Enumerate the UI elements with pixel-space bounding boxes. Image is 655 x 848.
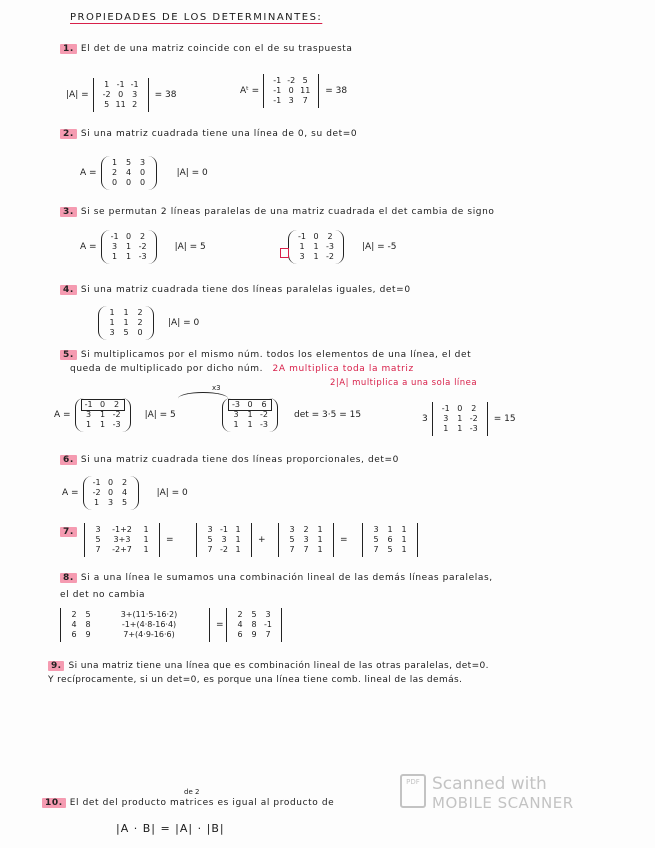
matrix-cell: 6 <box>387 535 393 544</box>
superscript-note: de 2 <box>184 788 200 796</box>
matrix-result: |A| = -5 <box>362 242 397 252</box>
matrix-factored <box>422 402 516 436</box>
matrix-cell: 5 <box>289 535 295 544</box>
matrix-cell: -2 <box>92 488 101 497</box>
matrix-row <box>90 478 132 488</box>
matrix-cell: -1 <box>273 96 282 105</box>
matrix-cell: 9 <box>85 630 91 639</box>
matrix-cell: 7 <box>265 630 271 639</box>
matrix-cell: 0 <box>126 178 132 187</box>
matrix-body <box>226 608 282 642</box>
matrix-cell: -1 <box>220 525 228 534</box>
matrix-body <box>263 74 319 108</box>
property-9-continuation: Y recíprocamente, si un det=0, es porque una línea tiene comb. lineal de las demás. <box>48 675 463 685</box>
matrix-row <box>108 242 150 252</box>
property-text: El det del producto matrices es igual al producto de <box>69 798 335 808</box>
matrix-cell: -2 <box>102 90 111 99</box>
property-8-continuation: el det no cambia <box>60 590 146 600</box>
matrix-body <box>75 398 131 432</box>
property-number: 7. <box>60 527 77 537</box>
property-10 <box>42 798 334 808</box>
matrix-row <box>285 535 327 545</box>
matrix-label: A = <box>54 410 71 420</box>
multiply-label: x3 <box>212 384 221 392</box>
matrix-cell: -2 <box>469 414 478 423</box>
matrix-row <box>108 158 150 168</box>
matrix-cell: 0 <box>140 168 146 177</box>
matrix-row <box>108 252 150 262</box>
matrix-cell: -2+7 <box>112 545 132 554</box>
red-note-1: 2A multiplica toda la matriz <box>272 364 414 374</box>
matrix-cell: 3 <box>288 96 294 105</box>
matrix-cell: 0 <box>288 86 294 95</box>
matrix-row <box>439 404 481 414</box>
matrix-cell: -2 <box>326 252 334 261</box>
matrix-cell: -3 <box>326 242 334 251</box>
matrix-row <box>67 610 203 620</box>
matrix-cell: 1 <box>143 535 149 544</box>
matrix-body <box>432 402 488 436</box>
matrix-cell: 3 <box>95 525 101 534</box>
matrix-row <box>270 86 312 96</box>
matrix-cell: 7 <box>373 545 379 554</box>
matrix-cell: 8 <box>85 620 91 629</box>
red-note-2: 2|A| multiplica a una sola línea <box>330 378 478 388</box>
matrix-cell: 3 <box>86 410 92 419</box>
matrix-cell: 2 <box>112 168 118 177</box>
arrow-arc <box>178 392 228 405</box>
watermark-line-2: MOBILE SCANNER <box>432 794 574 812</box>
property-4 <box>60 285 411 295</box>
matrix-row <box>295 232 337 242</box>
matrix-cell: 1 <box>86 420 92 429</box>
matrix-cell: 3 <box>299 252 305 261</box>
matrix-linear-combination <box>60 608 224 642</box>
matrix-cell: 7 <box>303 545 309 554</box>
property-text: Si multiplicamos por el mismo núm. todos los elementos de una línea, el det <box>80 350 472 360</box>
red-marker <box>280 248 289 258</box>
matrix-row <box>105 318 147 328</box>
property-text: El det de una matriz coincide con el de su traspuesta <box>80 44 353 54</box>
matrix-row-times-3 <box>222 398 361 432</box>
matrix-cell: 6 <box>71 630 77 639</box>
matrix-cell: 1 <box>233 420 239 429</box>
matrix-cell: 1 <box>143 545 149 554</box>
matrix-cell: 1 <box>100 420 106 429</box>
matrix-cell: -3 <box>232 400 240 409</box>
matrix-body <box>288 230 344 264</box>
matrix-cell: -1 <box>84 400 93 409</box>
matrix-cell: 1 <box>313 252 319 261</box>
property-text: Si una matriz cuadrada tiene una línea de 0, su det=0 <box>80 129 358 139</box>
property-text: queda de multiplicado por dicho núm. <box>70 364 264 374</box>
matrix-label: A = <box>80 242 97 252</box>
property-5 <box>60 350 471 360</box>
property-text: Si una matriz tiene una línea que es combinación lineal de las otras paralelas, det=0. <box>68 661 489 671</box>
matrix-body <box>222 398 278 432</box>
matrix-cell: 4 <box>122 488 128 497</box>
property-number: 8. <box>60 573 77 583</box>
matrix-cell: -3 <box>469 424 478 433</box>
pdf-icon: PDF <box>400 774 426 808</box>
matrix-row <box>439 424 481 434</box>
matrix-cell: 2 <box>327 232 333 241</box>
matrix-row <box>285 545 327 555</box>
matrix-cell: 1 <box>401 545 407 554</box>
matrix-cell: 3 <box>443 414 449 423</box>
matrix-cell: 2 <box>114 400 120 409</box>
matrix-cell: 2 <box>132 100 138 109</box>
matrix-cell: 1 <box>100 410 106 419</box>
matrix-cell: 0 <box>108 478 114 487</box>
matrix-row <box>203 545 245 555</box>
matrix-cell: 7 <box>289 545 295 554</box>
matrix-cell: 1 <box>123 318 129 327</box>
property-text: Si a una línea le sumamos una combinación lineal de las demás líneas paralelas, <box>80 573 493 583</box>
matrix-cell: -1 <box>92 478 101 487</box>
matrix-cell: 4 <box>71 620 77 629</box>
matrix-row <box>90 498 132 508</box>
matrix-label: |A| = <box>66 90 89 100</box>
matrix-cell: -2 <box>287 76 296 85</box>
matrix-cell: 1 <box>123 308 129 317</box>
matrix-row <box>108 178 150 188</box>
equals-sign: = <box>166 535 174 545</box>
equals-sign: = <box>340 535 348 545</box>
matrix-cell: 0 <box>457 404 463 413</box>
matrix-split-2 <box>278 523 348 557</box>
matrix-row <box>105 328 147 338</box>
matrix-cell: 1 <box>401 525 407 534</box>
matrix-row <box>229 420 271 430</box>
matrix-cell: 11 <box>300 86 311 95</box>
matrix-cell: 4 <box>126 168 132 177</box>
matrix-row <box>108 232 150 242</box>
matrix-result: |A| = 0 <box>156 488 188 498</box>
matrix-cell: 1 <box>247 410 253 419</box>
matrix-cell: 1 <box>235 535 241 544</box>
matrix-cell: -1 <box>441 404 450 413</box>
matrix-cell: 1 <box>247 420 253 429</box>
property-number: 4. <box>60 285 77 295</box>
matrix-cell: 5 <box>123 328 129 337</box>
matrix-equal-rows <box>98 306 199 340</box>
matrix-cell: -2 <box>138 242 147 251</box>
matrix-cell: 1 <box>235 545 241 554</box>
property-1 <box>60 44 353 54</box>
property-3 <box>60 207 495 217</box>
property-text: Si una matriz cuadrada tiene dos líneas proporcionales, det=0 <box>80 455 399 465</box>
matrix-cell: 1 <box>94 498 100 507</box>
matrix-cell: 0 <box>247 400 253 409</box>
matrix-row <box>203 535 245 545</box>
matrix-row <box>82 420 124 430</box>
matrix-row <box>82 400 124 410</box>
matrix-cell: 0 <box>112 178 118 187</box>
matrix-row <box>285 525 327 535</box>
matrix-cell: -1+(4·8-16·4) <box>121 620 177 629</box>
matrix-sum-column <box>84 523 174 557</box>
matrix-split-1 <box>196 523 266 557</box>
matrix-cell: 5 <box>126 158 132 167</box>
matrix-result: |A| = 5 <box>174 242 206 252</box>
matrix-after-swap <box>288 230 396 264</box>
matrix-row <box>233 610 275 620</box>
matrix-cell: 2 <box>137 308 143 317</box>
matrix-cell: 1 <box>299 242 305 251</box>
matrix-cell: -2 <box>220 545 228 554</box>
matrix-body <box>60 608 210 642</box>
matrix-cell: 5 <box>251 610 257 619</box>
plus-sign: + <box>258 535 266 545</box>
matrix-row <box>369 545 411 555</box>
matrix-body <box>362 523 418 557</box>
matrix-row <box>90 488 132 498</box>
matrix-sum-result <box>362 523 418 557</box>
matrix-body <box>196 523 252 557</box>
matrix-cell: 3 <box>109 328 115 337</box>
matrix-label: Aᵗ = <box>240 86 260 96</box>
matrix-cell: 4 <box>237 620 243 629</box>
matrix-cell: 1 <box>317 525 323 534</box>
matrix-cell: 0 <box>137 328 143 337</box>
matrix-cell: -1 <box>116 80 125 89</box>
matrix-cell: -3 <box>260 420 268 429</box>
matrix-cell: 5 <box>302 76 308 85</box>
matrix-row <box>229 410 271 420</box>
matrix-unchanged <box>226 608 282 642</box>
matrix-cell: 2 <box>471 404 477 413</box>
matrix-cell: 1 <box>443 424 449 433</box>
matrix-zero-row <box>80 156 208 190</box>
property-text: Si se permutan 2 líneas paralelas de una matriz cuadrada el det cambia de signo <box>80 207 495 217</box>
matrix-cell: 1 <box>317 545 323 554</box>
matrix-cell: -1 <box>130 80 139 89</box>
matrix-cell: -1+2 <box>112 525 132 534</box>
matrix-cell: 2 <box>140 232 146 241</box>
matrix-row <box>82 410 124 420</box>
matrix-body <box>93 78 149 112</box>
property-9 <box>48 661 489 671</box>
matrix-cell: 5 <box>207 535 213 544</box>
matrix-cell: 1 <box>457 424 463 433</box>
matrix-body <box>101 156 157 190</box>
matrix-row <box>295 242 337 252</box>
matrix-cell: 5 <box>85 610 91 619</box>
matrix-cell: 1 <box>126 242 132 251</box>
matrix-cell: 2 <box>122 478 128 487</box>
matrix-cell: 1 <box>126 252 132 261</box>
matrix-cell: 0 <box>126 232 132 241</box>
matrix-cell: 3 <box>221 535 227 544</box>
watermark-line-1: Scanned with <box>432 774 547 794</box>
matrix-A-determinant <box>66 78 176 112</box>
matrix-row <box>91 535 153 545</box>
matrix-cell: -1 <box>264 620 272 629</box>
matrix-cell: 0 <box>118 90 124 99</box>
property-number: 5. <box>60 350 77 360</box>
matrix-cell: 3 <box>140 158 146 167</box>
matrix-cell: -3 <box>138 252 147 261</box>
property-8 <box>60 573 493 583</box>
matrix-before-swap <box>80 230 206 264</box>
property-5-continuation <box>70 364 414 374</box>
matrix-original <box>54 398 176 432</box>
matrix-row <box>100 90 142 100</box>
matrix-cell: 1 <box>235 525 241 534</box>
matrix-proportional <box>62 476 188 510</box>
matrix-result: det = 3·5 = 15 <box>294 410 362 420</box>
matrix-row <box>108 168 150 178</box>
matrix-cell: 1 <box>401 535 407 544</box>
matrix-cell: 1 <box>143 525 149 534</box>
matrix-row <box>229 400 271 410</box>
matrix-cell: 3 <box>265 610 271 619</box>
property-6 <box>60 455 399 465</box>
matrix-cell: 3+3 <box>113 535 131 544</box>
matrix-cell: 3 <box>233 410 239 419</box>
matrix-row <box>67 630 203 640</box>
matrix-cell: 6 <box>261 400 267 409</box>
matrix-result: |A| = 0 <box>168 318 200 328</box>
matrix-result: = 15 <box>493 414 516 424</box>
property-number: 2. <box>60 129 77 139</box>
matrix-cell: 1 <box>109 308 115 317</box>
matrix-row <box>105 308 147 318</box>
matrix-cell: 1 <box>112 158 118 167</box>
equals-sign: = <box>216 620 224 630</box>
matrix-row <box>270 96 312 106</box>
matrix-cell: 1 <box>109 318 115 327</box>
matrix-cell: 3 <box>289 525 295 534</box>
matrix-cell: 7 <box>207 545 213 554</box>
matrix-cell: 1 <box>317 535 323 544</box>
property-number: 10. <box>42 798 66 808</box>
matrix-cell: 2 <box>303 525 309 534</box>
matrix-result: = 38 <box>325 86 348 96</box>
matrix-body <box>278 523 334 557</box>
matrix-result: |A| = 0 <box>176 168 208 178</box>
matrix-At-determinant <box>240 74 347 108</box>
matrix-row <box>295 252 337 262</box>
matrix-row <box>100 100 142 110</box>
matrix-cell: -2 <box>260 410 268 419</box>
matrix-cell: 1 <box>313 242 319 251</box>
matrix-cell: -2 <box>112 410 121 419</box>
matrix-cell: -1 <box>273 86 282 95</box>
property-7 <box>60 527 81 537</box>
matrix-cell: -1 <box>298 232 306 241</box>
page-title: PROPIEDADES DE LOS DETERMINANTES: <box>70 12 323 23</box>
matrix-row <box>233 630 275 640</box>
matrix-cell: 5 <box>104 100 110 109</box>
matrix-label: A = <box>62 488 79 498</box>
matrix-cell: 2 <box>137 318 143 327</box>
matrix-cell: 0 <box>140 178 146 187</box>
matrix-body <box>84 523 160 557</box>
matrix-body <box>98 306 154 340</box>
matrix-row <box>100 80 142 90</box>
matrix-row <box>233 620 275 630</box>
matrix-cell: 3 <box>303 535 309 544</box>
matrix-cell: -1 <box>273 76 282 85</box>
matrix-cell: 3 <box>207 525 213 534</box>
matrix-label: A = <box>80 168 97 178</box>
matrix-cell: 0 <box>313 232 319 241</box>
matrix-cell: 1 <box>112 252 118 261</box>
matrix-cell: 7+(4·9-16·6) <box>123 630 175 639</box>
property-2 <box>60 129 357 139</box>
matrix-cell: 5 <box>387 545 393 554</box>
property-number: 9. <box>48 661 64 671</box>
matrix-body <box>101 230 157 264</box>
matrix-cell: -1 <box>110 232 119 241</box>
matrix-row <box>369 535 411 545</box>
matrix-cell: -3 <box>112 420 121 429</box>
matrix-cell: 5 <box>95 535 101 544</box>
matrix-row <box>203 525 245 535</box>
matrix-cell: 5 <box>373 535 379 544</box>
matrix-factor: 3 <box>422 414 428 424</box>
matrix-cell: 5 <box>122 498 128 507</box>
matrix-row <box>91 545 153 555</box>
matrix-row <box>369 525 411 535</box>
property-number: 3. <box>60 207 77 217</box>
matrix-cell: 2 <box>71 610 77 619</box>
matrix-result: = 38 <box>154 90 177 100</box>
matrix-cell: 0 <box>100 400 106 409</box>
property-number: 1. <box>60 44 77 54</box>
matrix-cell: 7 <box>95 545 101 554</box>
property-number: 6. <box>60 455 77 465</box>
property-text: Si una matriz cuadrada tiene dos líneas paralelas iguales, det=0 <box>80 285 411 295</box>
matrix-cell: 1 <box>104 80 110 89</box>
product-formula: |A · B| = |A| · |B| <box>116 822 225 835</box>
matrix-cell: 8 <box>251 620 257 629</box>
matrix-cell: 1 <box>457 414 463 423</box>
matrix-result: |A| = 5 <box>144 410 176 420</box>
matrix-cell: 3 <box>108 498 114 507</box>
matrix-row <box>439 414 481 424</box>
matrix-row <box>270 76 312 86</box>
matrix-cell: 11 <box>115 100 126 109</box>
matrix-cell: 6 <box>237 630 243 639</box>
matrix-cell: 2 <box>237 610 243 619</box>
matrix-cell: 7 <box>302 96 308 105</box>
matrix-cell: 3 <box>132 90 138 99</box>
matrix-row <box>91 525 153 535</box>
matrix-cell: 9 <box>251 630 257 639</box>
matrix-cell: 3+(11·5-16·2) <box>120 610 178 619</box>
matrix-body <box>83 476 139 510</box>
matrix-cell: 1 <box>387 525 393 534</box>
matrix-cell: 0 <box>108 488 114 497</box>
matrix-cell: 3 <box>373 525 379 534</box>
matrix-cell: 3 <box>112 242 118 251</box>
matrix-row <box>67 620 203 630</box>
